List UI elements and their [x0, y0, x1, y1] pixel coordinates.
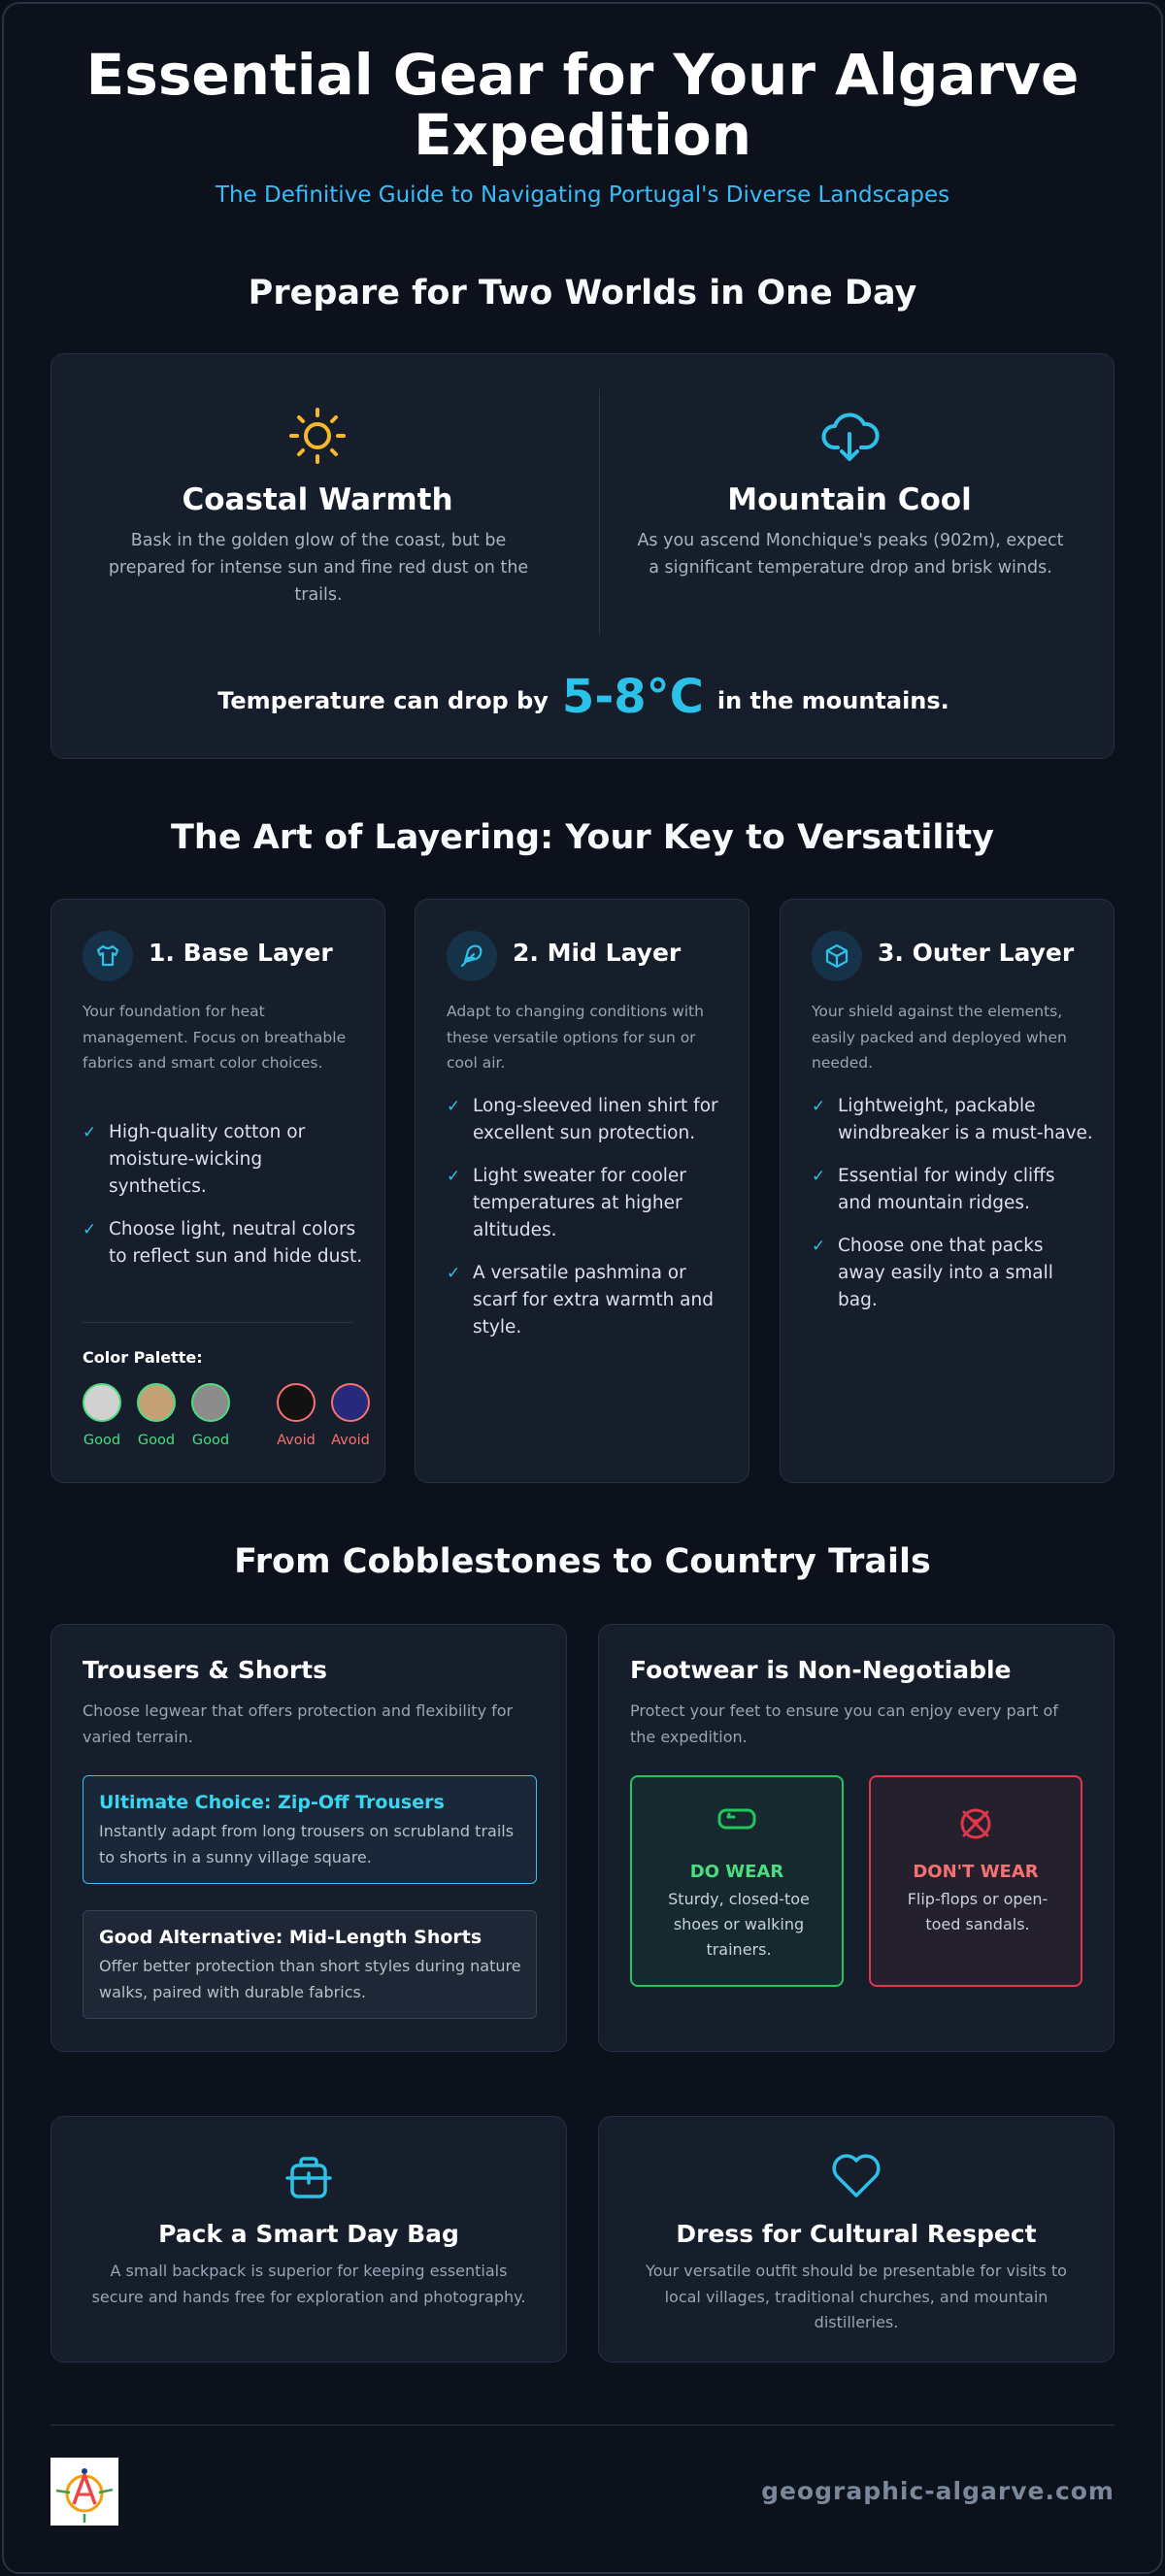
list-item: ✓ Choose light, neutral colors to reflect sun and hide dust.	[83, 1216, 364, 1271]
check-icon: ✓	[447, 1167, 461, 1186]
cube-icon	[812, 931, 862, 981]
trousers-desc: Choose legwear that offers protection and flexibility for varied terrain.	[83, 1701, 514, 1746]
layer-list	[812, 1093, 1093, 1330]
section-heading-trails: From Cobblestones to Country Trails	[234, 1542, 931, 1581]
day-bag-card	[50, 2116, 567, 2362]
check-icon: ✓	[812, 1097, 826, 1116]
footwear-card	[598, 1624, 1115, 2052]
layer-title: 1. Base Layer	[149, 939, 333, 967]
do-wear-text: Sturdy, closed-toe shoes or walking trainers.	[668, 1890, 810, 1959]
do-wear-box	[630, 1775, 844, 1987]
cultural-respect-text: Your versatile outfit should be presentable for visits to local villages, traditional churches, and mountain distilleries.	[646, 2262, 1067, 2331]
cloud-download-icon	[818, 405, 881, 471]
section-heading-worlds: Prepare for Two Worlds in One Day	[248, 274, 917, 313]
heart-icon	[830, 2152, 882, 2204]
option-text: Offer better protection than short styles during nature walks, paired with durable fabrics.	[99, 1957, 521, 2001]
list-item: ✓ Essential for windy cliffs and mountain ridges.	[812, 1163, 1093, 1217]
footwear-desc: Protect your feet to ensure you can enjoy every part of the expedition.	[630, 1701, 1058, 1746]
backpack-icon	[283, 2152, 334, 2206]
cultural-respect-card	[598, 2116, 1115, 2362]
check-icon: ✓	[83, 1220, 97, 1239]
coastal-text: Bask in the golden glow of the coast, but be prepared for intense sun and fine red dust on the trails.	[108, 531, 529, 605]
list-item: ✓ A versatile pashmina or scarf for extra warmth and style.	[447, 1260, 728, 1341]
layer-desc: Adapt to changing conditions with these versatile options for sun or cool air.	[447, 1003, 704, 1072]
dont-wear-text: Flip-flops or open-toed sandals.	[907, 1890, 1048, 1933]
check-icon: ✓	[447, 1264, 461, 1283]
layer-list	[447, 1093, 728, 1357]
layer-card-base	[50, 899, 385, 1483]
shirt-icon	[83, 931, 133, 981]
swatch-label: Good	[83, 1433, 121, 1448]
site-url[interactable]: geographic-algarve.com	[761, 2477, 1115, 2505]
section-heading-layering: The Art of Layering: Your Key to Versatility	[171, 818, 994, 857]
list-item: ✓ Long-sleeved linen shirt for excellent sun protection.	[447, 1093, 728, 1147]
palette-label: Color Palette:	[83, 1348, 203, 1367]
day-bag-title: Pack a Smart Day Bag	[158, 2220, 459, 2248]
check-icon: ✓	[83, 1123, 97, 1142]
shoe-icon	[716, 1804, 758, 1837]
no-sandal-icon	[956, 1804, 995, 1847]
color-swatch	[83, 1383, 121, 1422]
layer-title: 2. Mid Layer	[513, 939, 682, 967]
color-swatch	[191, 1383, 230, 1422]
site-logo[interactable]	[50, 2458, 118, 2526]
footwear-title: Footwear is Non-Negotiable	[630, 1656, 1012, 1684]
mountain-text: As you ascend Monchique's peaks (902m), expect a significant temperature drop and brisk winds.	[637, 531, 1064, 578]
zip-off-trousers-option	[83, 1775, 537, 1884]
color-swatch	[331, 1383, 370, 1422]
swatch-label: Avoid	[277, 1433, 316, 1448]
temp-suffix: in the mountains.	[716, 687, 949, 714]
option-title: Ultimate Choice: Zip-Off Trousers	[99, 1792, 445, 1813]
mid-length-shorts-option	[83, 1910, 537, 2019]
palette-divider	[83, 1322, 352, 1323]
dont-wear-box	[869, 1775, 1082, 1987]
option-text: Instantly adapt from long trousers on scrubland trails to shorts in a sunny village square.	[99, 1822, 515, 1866]
check-icon: ✓	[812, 1167, 826, 1186]
layer-card-mid	[415, 899, 749, 1483]
day-bag-text: A small backpack is superior for keeping essentials secure and hands free for exploration and photography.	[91, 2262, 526, 2306]
temperature-callout	[51, 670, 1115, 724]
list-item: ✓ Light sweater for cooler temperatures at higher altitudes.	[447, 1163, 728, 1244]
layer-list	[83, 1119, 364, 1286]
coastal-title: Coastal Warmth	[182, 482, 453, 517]
list-item: ✓ Choose one that packs away easily into a small bag.	[812, 1233, 1093, 1314]
list-item: ✓ High-quality cotton or moisture-wicking synthetics.	[83, 1119, 364, 1201]
layer-desc: Your shield against the elements, easily packed and deployed when needed.	[812, 1003, 1067, 1072]
sun-icon	[286, 405, 349, 471]
do-wear-title: DO WEAR	[689, 1862, 784, 1882]
page-title: Essential Gear for Your Algarve Expedition	[85, 42, 1080, 168]
swatch-label: Good	[191, 1433, 230, 1448]
temp-prefix: Temperature can drop by	[217, 687, 549, 714]
option-title: Good Alternative: Mid-Length Shorts	[99, 1927, 483, 1948]
dont-wear-title: DON'T WEAR	[913, 1862, 1039, 1882]
footer-divider	[50, 2425, 1115, 2426]
swatch-label: Good	[137, 1433, 176, 1448]
layer-title: 3. Outer Layer	[878, 939, 1075, 967]
list-item: ✓ Lightweight, packable windbreaker is a must-have.	[812, 1093, 1093, 1147]
two-worlds-card	[50, 353, 1115, 759]
layer-card-outer	[780, 899, 1115, 1483]
swatch-label: Avoid	[331, 1433, 370, 1448]
trousers-card	[50, 1624, 567, 2052]
trousers-title: Trousers & Shorts	[83, 1656, 328, 1684]
page-subtitle: The Definitive Guide to Navigating Portugal's Diverse Landscapes	[215, 182, 950, 208]
temp-value: 5-8°C	[561, 670, 704, 724]
color-swatch	[277, 1383, 316, 1422]
layer-desc: Your foundation for heat management. Focus on breathable fabrics and smart color choices.	[83, 1003, 347, 1072]
mountain-title: Mountain Cool	[727, 482, 972, 517]
feather-icon	[447, 931, 497, 981]
check-icon: ✓	[812, 1237, 826, 1256]
check-icon: ✓	[447, 1097, 461, 1116]
cultural-respect-title: Dress for Cultural Respect	[676, 2220, 1037, 2248]
color-swatch	[137, 1383, 176, 1422]
